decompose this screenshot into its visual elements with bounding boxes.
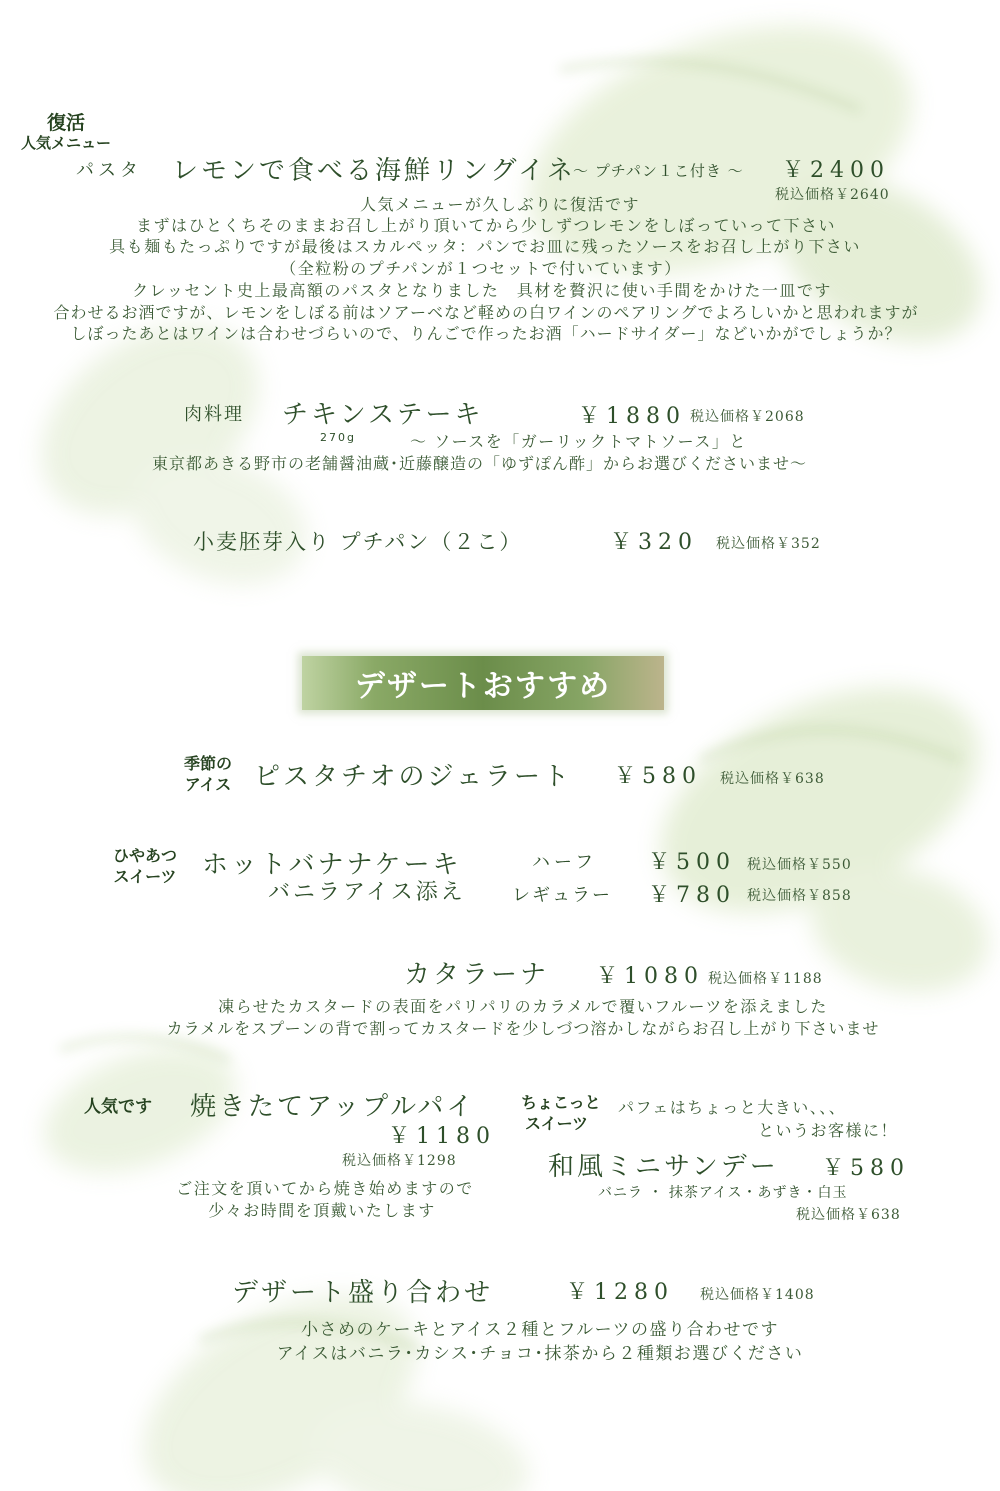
sundae-tax-price: 税込価格￥638 <box>796 1207 901 1223</box>
chicken-tax-price: 税込価格￥2068 <box>690 409 805 425</box>
dessert-banner-label: デザートおすすめ <box>354 669 612 704</box>
apple-pie-desc-line: 少々お時間を頂戴いたします <box>208 1201 436 1220</box>
apple-pie-tax-price: 税込価格￥1298 <box>342 1153 457 1169</box>
banana-tag: ひやあつ <box>112 846 178 865</box>
platter-name: デザート盛り合わせ <box>232 1278 494 1308</box>
gelato-tag: 季節の <box>183 754 233 773</box>
chicken-weight: 270g <box>320 431 356 444</box>
chicken-name: チキンステーキ <box>282 400 484 430</box>
pasta-desc-line: 合わせるお酒ですが、レモンをしぼる前はソアーベなど軽めの白ワインのペアリングでよろしいかと思われますが <box>53 303 919 322</box>
banana-regular-tax: 税込価格￥858 <box>747 888 852 904</box>
chicken-desc-line: 東京都あきる野市の老舗醤油蔵･近藤醸造の「ゆずぽん酢」からお選びくださいませ～ <box>152 454 808 473</box>
banana-sub: バニラアイス添え <box>268 880 466 905</box>
chicken-category: 肉料理 <box>184 404 244 425</box>
pasta-price: ￥2400 <box>782 158 890 183</box>
banana-tag: スイーツ <box>113 867 177 886</box>
pasta-desc-line: （全粒粉のプチパンが１つセットで付いています） <box>280 259 682 278</box>
pasta-desc-line: しぼったあとはワインは合わせづらいので、りんごで作ったお酒「ハードサイダー」などいかがでしょうか？ <box>70 324 902 343</box>
platter-tax-price: 税込価格￥1408 <box>700 1287 815 1303</box>
sundae-name: 和風ミニサンデー <box>548 1152 779 1182</box>
pasta-desc-line: まずはひとくちそのままお召し上がり頂いてから少しずつレモンをしぼっていって下さい <box>135 216 837 235</box>
popular-menu-tag: 人気メニュー <box>20 134 112 152</box>
bread-price: ￥320 <box>610 530 698 555</box>
pasta-category: パスタ <box>76 160 142 181</box>
chicken-desc-line: ～ ソースを「ガーリックトマトソース」と <box>410 432 747 451</box>
banana-name: ホットバナナケーキ <box>202 850 462 880</box>
pasta-tax-price: 税込価格￥2640 <box>775 187 890 203</box>
sundae-desc: バニラ ・ 抹茶アイス・あずき・白玉 <box>598 1185 848 1201</box>
sundae-tag: ちょこっと <box>521 1093 601 1112</box>
gelato-name: ピスタチオのジェラート <box>254 762 572 792</box>
gelato-tax-price: 税込価格￥638 <box>720 771 825 787</box>
sundae-intro-line: パフェはちょっと大きい、、、 <box>618 1098 847 1117</box>
sundae-tag: スイーツ <box>525 1114 589 1133</box>
pasta-desc-line: 具も麺もたっぷりですが最後はスカルペッタ：パンでお皿に残ったソースをお召し上がり下さい <box>109 237 861 256</box>
apple-pie-price: ￥1180 <box>388 1124 496 1149</box>
catalana-tax-price: 税込価格￥1188 <box>708 971 823 987</box>
sundae-price: ￥580 <box>822 1156 910 1181</box>
apple-pie-name: 焼きたてアップルパイ <box>190 1092 476 1122</box>
banana-half-tax: 税込価格￥550 <box>747 857 852 873</box>
platter-desc-line: アイスはバニラ･カシス･チョコ･抹茶から２種類お選びください <box>276 1344 804 1364</box>
bread-tax-price: 税込価格￥352 <box>716 536 821 552</box>
pasta-note: ～ プチパン１こ付き ～ <box>573 162 744 180</box>
sundae-intro-line: というお客様に！ <box>758 1121 899 1140</box>
gelato-tag: アイス <box>184 775 232 794</box>
banana-regular-price: ￥780 <box>648 883 736 908</box>
chicken-price: ￥1880 <box>578 404 686 429</box>
banana-half-label: ハーフ <box>532 852 598 873</box>
revival-tag: 復活 <box>46 112 86 134</box>
bread-name: 小麦胚芽入り プチパン（２こ） <box>193 530 523 554</box>
catalana-price: ￥1080 <box>596 964 704 989</box>
catalana-desc-line: 凍らせたカスタードの表面をパリパリのカラメルで覆いフルーツを添えました <box>218 997 828 1016</box>
platter-price: ￥1280 <box>566 1280 674 1305</box>
banana-regular-label: レギュラー <box>512 885 612 906</box>
apple-pie-desc-line: ご注文を頂いてから焼き始めますので <box>176 1179 474 1198</box>
banana-half-price: ￥500 <box>648 850 736 875</box>
apple-pie-tag: 人気です <box>84 1097 152 1117</box>
pasta-desc-line: 人気メニューが久しぶりに復活です <box>359 195 641 214</box>
pasta-desc-line: クレッセント史上最高額のパスタとなりました 具材を贅沢に使い手間をかけた一皿です <box>132 281 832 300</box>
platter-desc-line: 小さめのケーキとアイス２種とフルーツの盛り合わせです <box>301 1320 779 1340</box>
catalana-desc-line: カラメルをスプーンの背で割ってカスタードを少しづつ溶かしながらお召し上がり下さいませ <box>166 1019 880 1038</box>
dessert-recommendation-banner <box>302 656 664 710</box>
gelato-price: ￥580 <box>614 764 702 789</box>
pasta-name: レモンで食べる海鮮リングイネ <box>172 156 576 186</box>
catalana-name: カタラーナ <box>404 960 550 990</box>
